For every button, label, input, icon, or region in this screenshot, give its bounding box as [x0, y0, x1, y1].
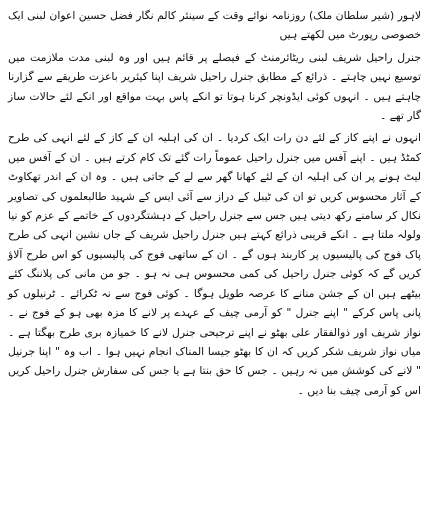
article-paragraph: انہوں نے اپنے کاز کے لئے دن رات ایک کردیا ۔ ان کی اہلیہ ان کے کاز کے لئے انہی کی طرح کمٹڈ ہیں ۔ اپنے آفس میں جنرل راحیل عموماً رات گئے تک کام کرتے ہیں ۔ ان کے آفس میں لیٹ ہونے پر ان کی اہلیہ ان کے لئے کھانا گھر سے لے کے جاتی ہیں ۔ وہ ان کے اندر تھکاوٹ کے آثار محسوس کریں تو ان کی ٹیبل کے دراز سے آئی ایس کے شہید طالبعلموں کی تصاویر نکال کر سامنے رکھ دیتی ہیں جس سے جنرل راحیل کے دہشتگردوں کے خاتمے کے عزم کو نیا ولولہ ملتا ہے ۔ انکے قریبی ذرائع کہتے ہیں جنرل راحیل شریف کے جاں نشین انہی کی طرح پاک فوج کی پالیسیوں پر کاربند ہوں گے ۔ ان کے ساتھی فوج کی پالیسیوں کو اس طرح آلاؤ کریں گے کہ کوئی جنرل راحیل کی کمی محسوس ہی نہ ہو ۔ جو من مانی کی پلاننگ کئے بیٹھے ہیں ان کے جشن منانے کا عرصہ طویل ہوگا ۔ کوئی فوج سے نہ ٹکرائے ۔ ٹرنیلوں کو پانی پاس کرکے " اپنے جنرل " کو آرمی چیف کے عہدے پر لانے کا مزہ بھی ہو کے فوج نے ۔ نواز شریف اور ذوالفقار علی بھٹو نے اپنے ترجیحی جنرل لانے کا خمیازہ بری طرح بھگتا ہے ۔ میاں نواز شریف شکر کریں کہ ان کا بھٹو جیسا المناک انجام نہیں ہوا ۔ اب وہ " اپنا جرنیل " لانے کی کوشش میں نہ رہیں ۔ جس کا حق بنتا ہے یا جس کی سفارش جنرل راحیل کریں اس کو آرمی چیف بنا دیں ۔ [8, 131, 421, 397]
article-intro-paragraph: لاہور (شیر سلطان ملک) روزنامہ نوائے وقت کے سینئر کالم نگار فضل حسین اعوان لبنی ایک خصوصی رپورٹ میں لکھتے ہیں [8, 9, 421, 42]
article-paragraph: جنرل راحیل شریف لبنی ریٹائرمنٹ کے فیصلے پر قائم ہیں اور وہ لبنی مدت ملازمت میں توسیع نہیں چاہتے ۔ ذرائع کے مطابق جنرل راحیل شریف اپنا کیئریر باعزت طریقے سے گزارنا چاہتے ہیں ۔ انہوں کوئی ایڈونچر کرنا ہوتا تو انکے پاس بہت مواقع اور انکے لئے حالات ساز گار تھے ۔ [8, 50, 421, 123]
